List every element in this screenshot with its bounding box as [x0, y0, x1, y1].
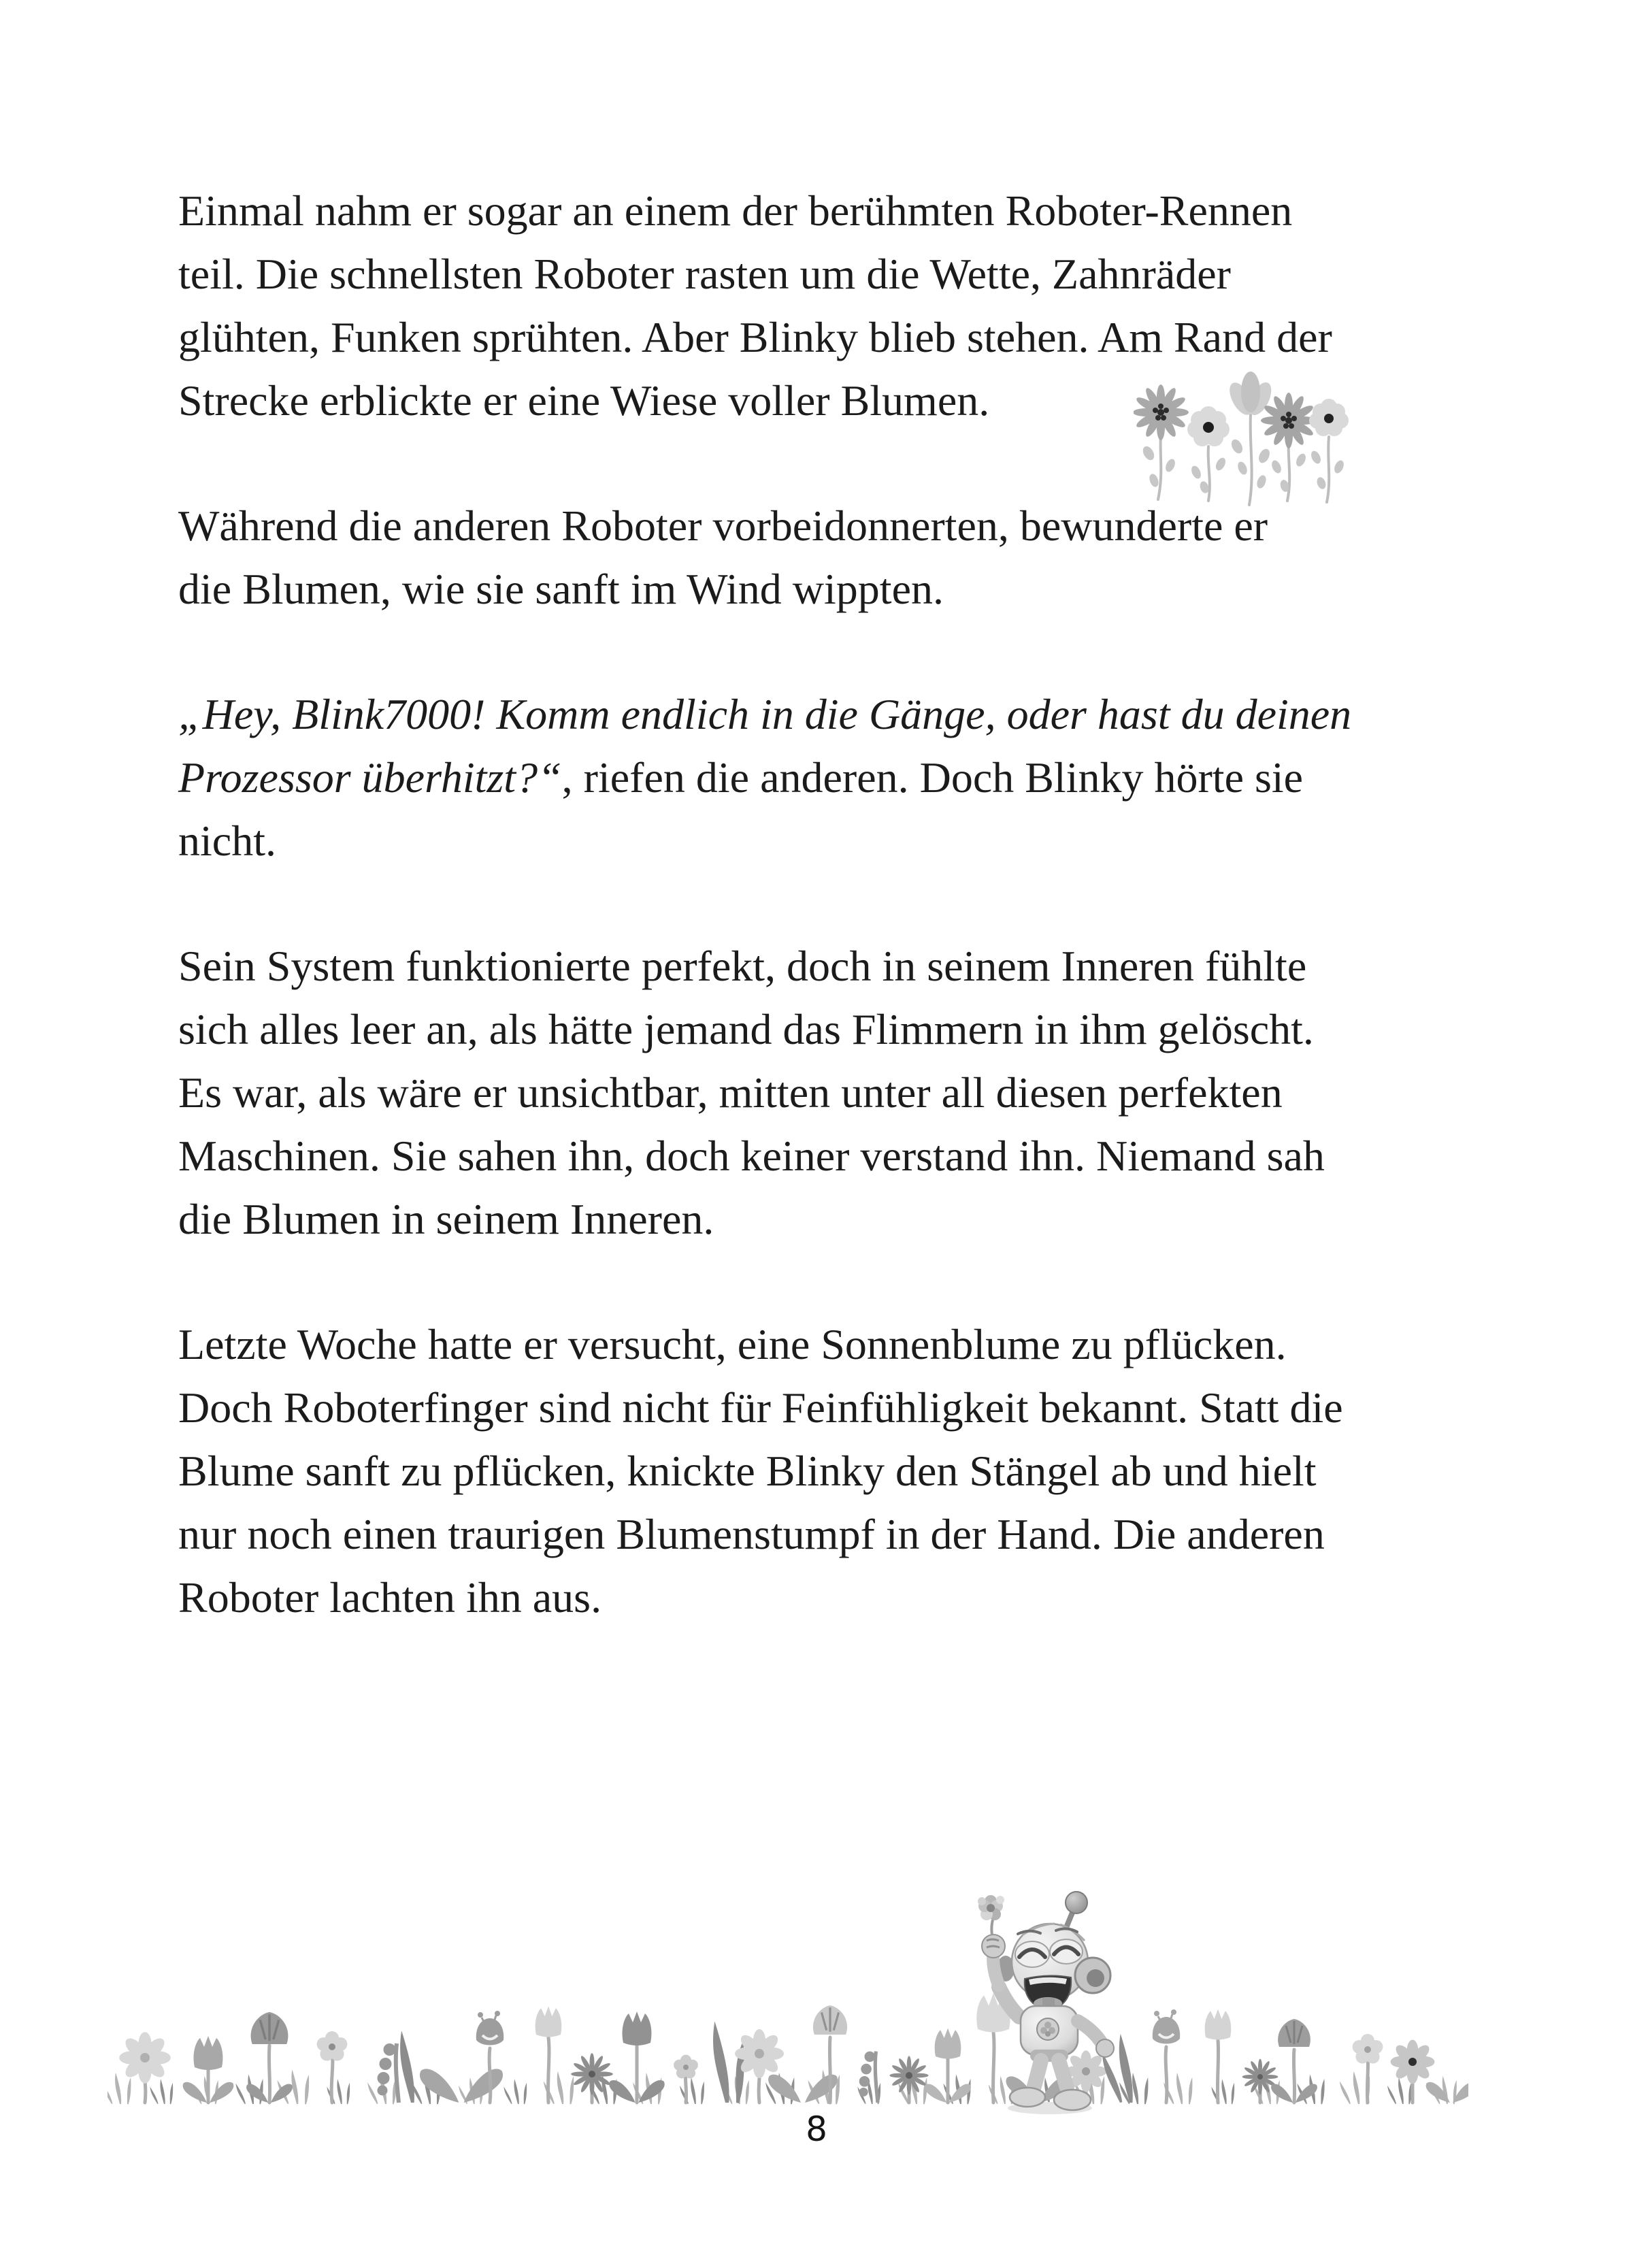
daisy-flower	[1134, 384, 1189, 440]
leaf-dots	[1140, 438, 1345, 494]
blossom-flower	[1309, 399, 1349, 436]
text-line: Letzte Woche hatte er versucht, eine Sonnenblume zu pflücken.	[178, 1320, 1287, 1368]
chest-medallion	[1037, 2018, 1059, 2040]
text-line: sich alles leer an, als hätte jemand das Flimmern in ihm gelöscht.	[178, 1005, 1314, 1053]
quote-italic: Prozessor überhitzt?“	[178, 753, 562, 802]
text-line: Während die anderen Roboter vorbeidonnerten, bewunderte er	[178, 502, 1268, 550]
right-boot	[1054, 2090, 1091, 2110]
paragraph-4	[178, 934, 1474, 1251]
left-boot	[1010, 2088, 1045, 2107]
daisy-flower	[1261, 393, 1317, 448]
flower-stem	[991, 1918, 993, 1935]
text-line: Einmal nahm er sogar an einem der berühmten Roboter-Rennen	[178, 186, 1293, 235]
text-line: Strecke erblickte er eine Wiese voller Blumen.	[178, 376, 990, 425]
paragraph-5	[178, 1313, 1474, 1629]
text-line: Maschinen. Sie sahen ihn, doch keiner verstand ihn. Niemand sah	[178, 1132, 1325, 1180]
blossom-flower	[1187, 406, 1230, 446]
text-line: Roboter lachten ihn aus.	[178, 1573, 602, 1622]
text-line: teil. Die schnellsten Roboter rasten um die Wette, Zahnräder	[178, 250, 1231, 298]
page-number: 8	[806, 2109, 827, 2149]
lowered-arm	[1078, 2021, 1114, 2057]
text-line: nur noch einen traurigen Blumenstumpf in der Hand. Die anderen	[178, 1510, 1325, 1558]
flower-cluster-illustration	[1134, 370, 1351, 510]
held-flower	[978, 1895, 1004, 1920]
paragraph-3-quote	[178, 683, 1474, 872]
right-ear	[1075, 1958, 1110, 1993]
text-line	[178, 683, 1474, 746]
robot-illustration	[951, 1878, 1136, 2115]
antenna	[1064, 1892, 1087, 1933]
text-line: die Blumen, wie sie sanft im Wind wippten.	[178, 565, 944, 613]
text-line: Sein System funktionierte perfekt, doch in seinem Inneren fühlte	[178, 942, 1307, 990]
quote-roman: nicht.	[178, 817, 276, 865]
text-line: glühten, Funken sprühten. Aber Blinky blieb stehen. Am Rand der	[178, 313, 1332, 361]
robot-head	[1012, 1924, 1110, 2011]
text-line: Blume sanft zu pflücken, knickte Blinky den Stängel ab und hielt	[178, 1447, 1317, 1495]
text-line	[178, 809, 1474, 872]
flower-border-illustration	[108, 1988, 1468, 2107]
paragraph-2	[178, 494, 1474, 621]
quote-italic: „Hey, Blink7000! Komm endlich in die Gänge, oder hast du deinen	[178, 690, 1352, 738]
text-line: die Blumen in seinem Inneren.	[178, 1195, 714, 1243]
text-line: Doch Roboterfinger sind nicht für Feinfühligkeit bekannt. Statt die	[178, 1383, 1343, 1432]
text-line	[178, 746, 1474, 809]
quote-roman: , riefen die anderen. Doch Blinky hörte sie	[561, 753, 1304, 802]
text-line: Es war, als wäre er unsichtbar, mitten unter all diesen perfekten	[178, 1068, 1283, 1117]
